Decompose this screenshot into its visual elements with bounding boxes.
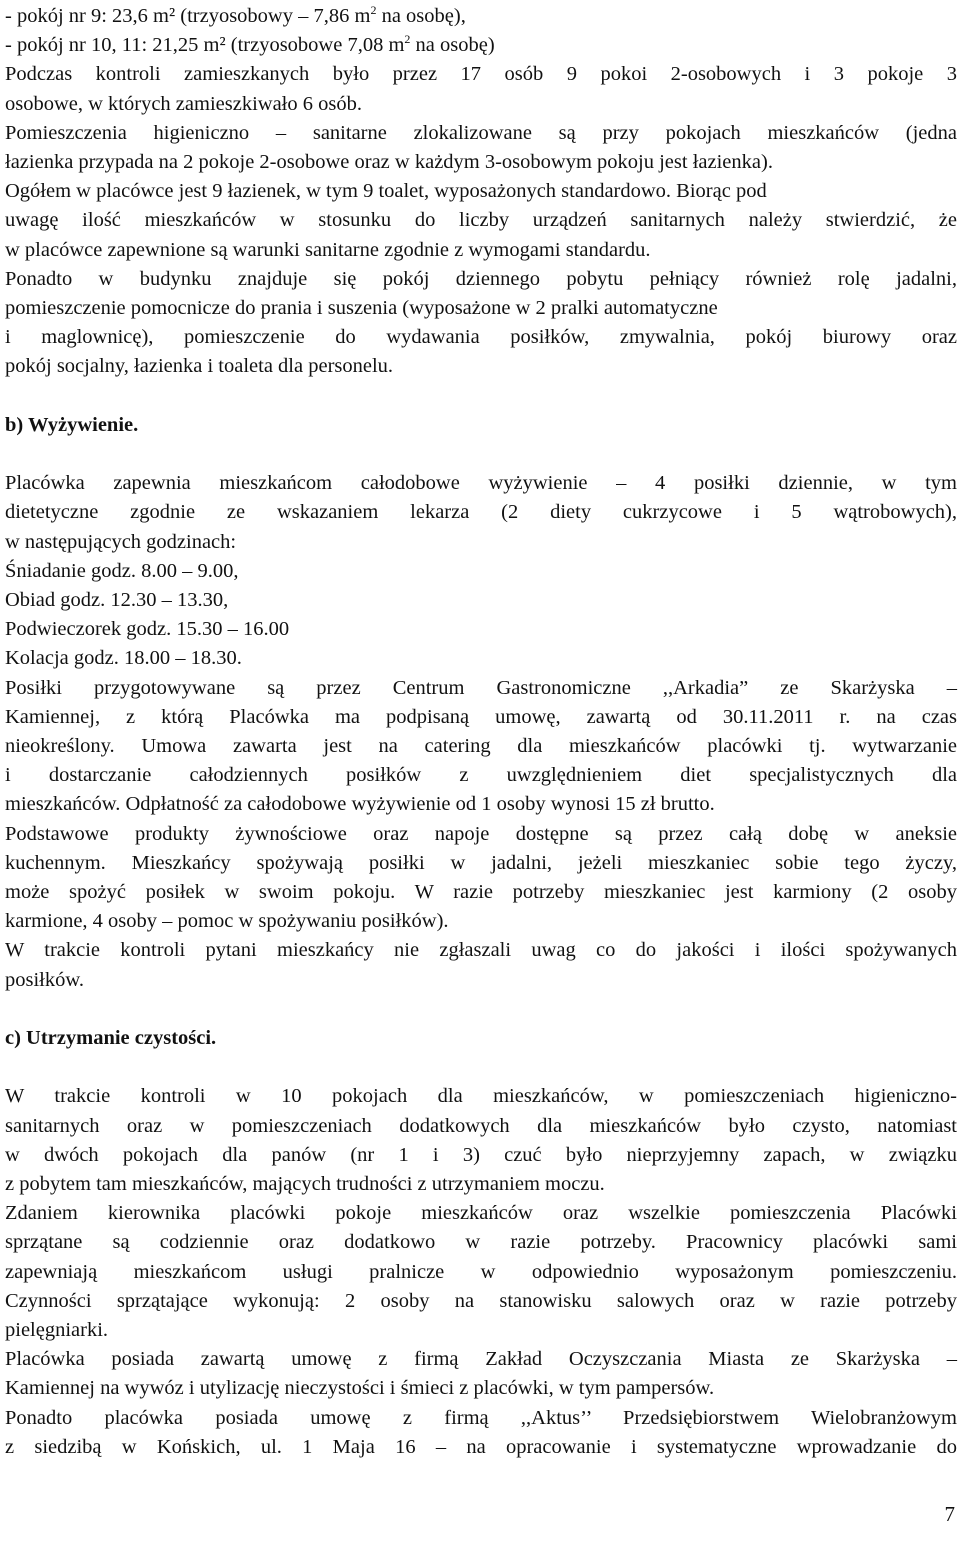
text-line: Śniadanie godz. 8.00 – 9.00, — [5, 559, 239, 582]
text-line: Ogółem w placówce jest 9 łazienek, w tym 9 toalet, wyposażonych standardowo. Biorąc pod — [5, 180, 767, 203]
text-line: w dwóch pokojach dla panów (nr 1 i 3) czuć było nieprzyjemny zapach, w związku — [5, 1143, 957, 1166]
text-line: Ponadto placówka posiada umowę z firmą ,,Aktus’’ Przedsiębiorstwem Wielobranżowym — [5, 1406, 957, 1429]
text-line: posiłków. — [5, 968, 84, 991]
text-line: łazienka przypada na 2 pokoje 2-osobowe oraz w każdym 3-osobowym pokoju jest łazienka). — [5, 151, 773, 174]
section-c-paragraph — [5, 1082, 957, 1462]
text-line: sanitarnych oraz w pomieszczeniach dodatkowych dla mieszkańców było czysto, natomiast — [5, 1114, 957, 1137]
text-line: Placówka zapewnia mieszkańcom całodobowe wyżywienie – 4 posiłki dziennie, w tym — [5, 472, 957, 495]
text-line: Kamiennej, z którą Placówka ma podpisaną umowę, zawartą od 30.11.2011 r. na czas — [5, 705, 957, 728]
text-line: pielęgniarki. — [5, 1319, 109, 1342]
text-line: W trakcie kontroli pytani mieszkańcy nie zgłaszali uwag co do jakości i ilości spożywanych — [5, 939, 957, 962]
text-line: pokój socjalny, łazienka i toaleta dla personelu. — [5, 355, 394, 378]
document-body — [5, 2, 957, 1462]
text-line: Zdaniem kierownika placówki pokoje mieszkańców oraz wszelkie pomieszczenia Placówki — [5, 1202, 957, 1225]
text-line: Posiłki przygotowywane są przez Centrum Gastronomiczne ,,Arkadia” ze Skarżyska – — [5, 676, 957, 699]
section-c-heading: c) Utrzymanie czystości. — [5, 1027, 217, 1050]
text-line: Placówka posiada zawartą umowę z firmą Zakład Oczyszczania Miasta ze Skarżyska – — [5, 1348, 957, 1371]
section-b-paragraph — [5, 469, 957, 995]
text-line: - pokój nr 9: 23,6 m² (trzyosobowy – 7,86 $m^2$ na osobę), — [5, 3, 466, 27]
text-line: karmione, 4 osoby – pomoc w spożywaniu posiłków). — [5, 910, 449, 933]
text-line: pomieszczenie pomocnicze do prania i suszenia (wyposażone w 2 pralki automatyczne — [5, 297, 718, 320]
text-line: zapewniają mieszkańcom usługi pralnicze w odpowiednio wyposażonym pomieszczeniu. — [5, 1260, 957, 1283]
text-line: - pokój nr 10, 11: 21,25 m² (trzyosobowe 7,08 $m^2$ na osobę) — [5, 32, 495, 57]
text-line: i maglownicę), pomieszczenie do wydawania posiłków, zmywalnia, pokój biurowy oraz — [5, 326, 957, 349]
text-line: Czynności sprzątające wykonują: 2 osoby na stanowisku salowych oraz w razie potrzeby — [5, 1289, 957, 1312]
text-line: z siedzibą w Końskich, ul. 1 Maja 16 – na opracowanie i systematyczne wprowadzanie do — [5, 1435, 957, 1458]
text-line: Obiad godz. 12.30 – 13.30, — [5, 589, 229, 612]
text-line: sprzątane są codziennie oraz dodatkowo w razie potrzeby. Pracownicy placówki sami — [5, 1231, 957, 1254]
text-line: w następujących godzinach: — [5, 530, 237, 553]
text-line: dietetyczne zgodnie ze wskazaniem lekarza (2 diety cukrzycowe i 5 wątrobowych), — [5, 501, 957, 524]
text-line: w placówce zapewnione są warunki sanitarne zgodnie z wymogami standardu. — [5, 238, 651, 261]
text-line: mieszkańców. Odpłatność za całodobowe wyżywienie od 1 osoby wynosi 15 zł brutto. — [5, 793, 715, 816]
text-line: Ponadto w budynku znajduje się pokój dziennego pobytu pełniący również rolę jadalni, — [5, 267, 957, 290]
text-line: W trakcie kontroli w 10 pokojach dla mieszkańców, w pomieszczeniach higieniczno- — [5, 1085, 957, 1108]
text-line: Pomieszczenia higieniczno – sanitarne zlokalizowane są przy pokojach mieszkańców (jedna — [5, 121, 957, 144]
text-line: może spożyć posiłek w swoim pokoju. W razie potrzeby mieszkaniec jest karmiony (2 osoby — [5, 881, 957, 904]
section-b-heading: b) Wyżywienie. — [5, 413, 139, 436]
text-line: Kamiennej na wywóz i utylizację nieczystości i śmieci z placówki, w tym pampersów. — [5, 1377, 715, 1400]
text-line: Podwieczorek godz. 15.30 – 16.00 — [5, 618, 290, 641]
text-line: osobowe, w których zamieszkiwało 6 osób. — [5, 92, 362, 115]
text-line: Podstawowe produkty żywnościowe oraz napoje dostępne są przez całą dobę w aneksie — [5, 822, 957, 845]
text-line: kuchennym. Mieszkańcy spożywają posiłki w jadalni, jeżeli mieszkaniec sobie tego życzy, — [5, 851, 957, 874]
text-line: z pobytem tam mieszkańców, mających trudności z utrzymaniem moczu. — [5, 1173, 605, 1196]
rooms-paragraph — [5, 60, 957, 381]
text-line: nieokreślony. Umowa zawarta jest na catering dla mieszkańców placówki tj. wytwarzanie — [5, 735, 957, 758]
text-line: Podczas kontroli zamieszkanych było przez 17 osób 9 pokoi 2-osobowych i 3 pokoje 3 — [5, 63, 957, 86]
text-line: i dostarczanie całodziennych posiłków z uwzględnieniem diet specjalistycznych dla — [5, 764, 957, 787]
text-line: Kolacja godz. 18.00 – 18.30. — [5, 647, 242, 670]
text-line: uwagę ilość mieszkańców w stosunku do liczby urządzeń sanitarnych należy stwierdzić, że — [5, 209, 957, 232]
page-number: 7 — [944, 1502, 955, 1526]
